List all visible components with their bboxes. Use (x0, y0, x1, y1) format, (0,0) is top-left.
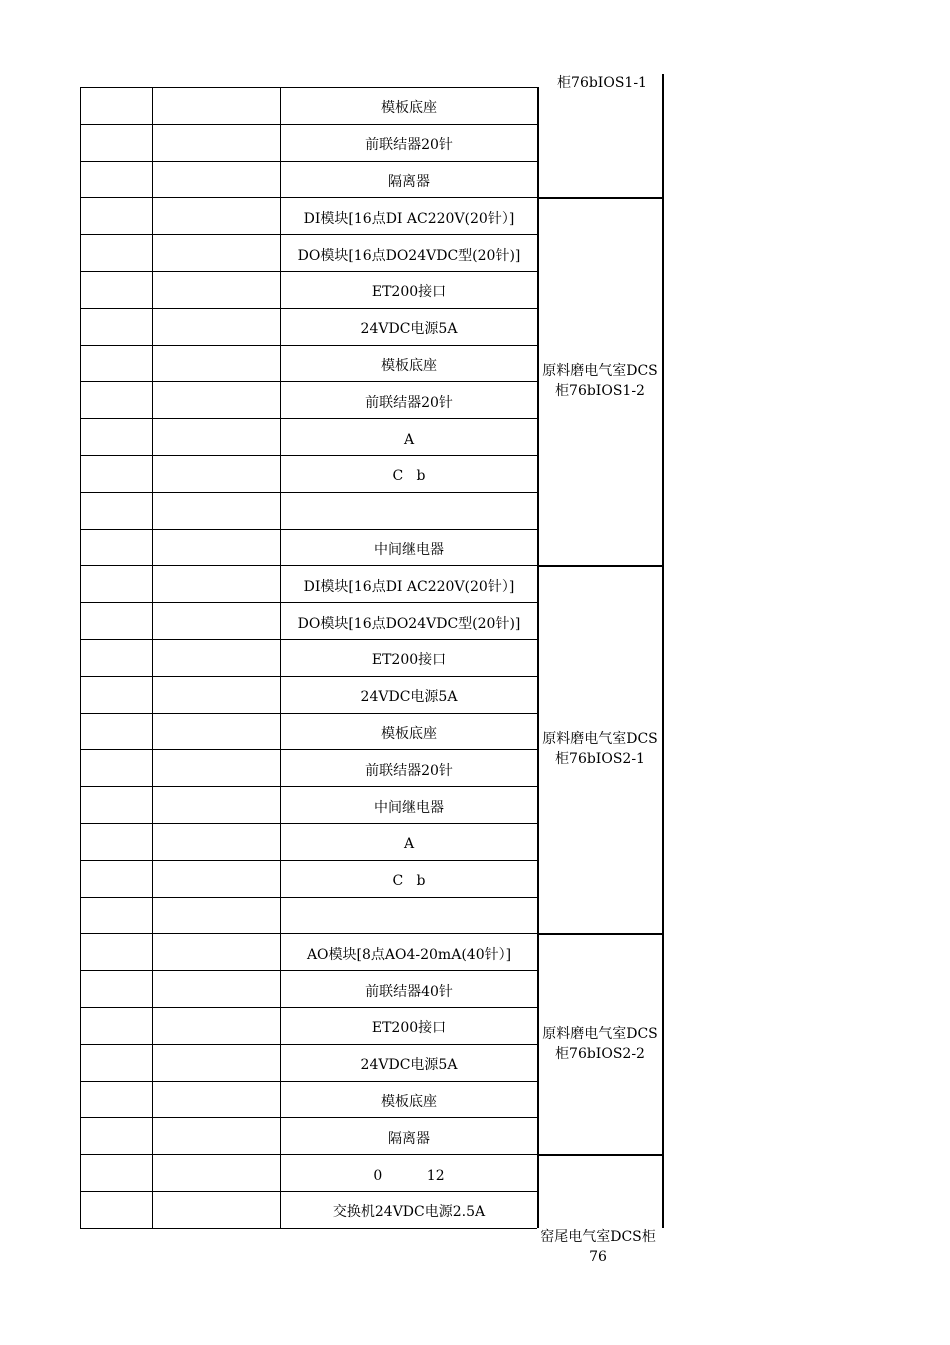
item-name-cell (280, 1191, 537, 1228)
index-cell (80, 345, 152, 382)
spec-cell (152, 1154, 280, 1191)
group-separator (537, 565, 664, 567)
item-name-cell (280, 492, 537, 529)
item-name: 中间继电器 (374, 799, 444, 816)
item-name: DO模块[16点DO24VDC型(20针)] (297, 615, 521, 632)
group-label: 原料磨电气室DCS 柜76bIOS2-2 (542, 1025, 658, 1062)
item-name-cell (280, 161, 537, 198)
item-name-cell (280, 455, 537, 492)
item-name-cell (280, 970, 537, 1007)
item-name-cell (280, 418, 537, 455)
spec-cell (152, 786, 280, 823)
spec-cell (152, 381, 280, 418)
item-name-cell (280, 1154, 537, 1191)
item-name: 模板底座 (381, 357, 437, 374)
item-name-cell (280, 234, 537, 271)
index-cell (80, 713, 152, 750)
item-name: ET200接口 (371, 652, 447, 669)
item-name: AO模块[8点AO4-20mA(40针）] (306, 946, 512, 963)
spec-cell (152, 1044, 280, 1081)
spec-cell (152, 565, 280, 602)
item-name: 24VDC电源5A (360, 1057, 458, 1074)
group-label: 窑尾电气室DCS柜 76 (540, 1229, 656, 1265)
spec-cell (152, 823, 280, 860)
index-cell (80, 1081, 152, 1118)
item-name-cell (280, 381, 537, 418)
spec-cell (152, 418, 280, 455)
item-name-cell (280, 897, 537, 934)
spec-cell (152, 897, 280, 934)
item-name: 中间继电器 (374, 541, 444, 558)
item-name: 隔离器 (388, 173, 430, 190)
item-name-cell (280, 124, 537, 161)
index-cell (80, 418, 152, 455)
spec-cell (152, 271, 280, 308)
item-name-cell (280, 1007, 537, 1044)
item-name-cell (280, 749, 537, 786)
spec-cell (152, 602, 280, 639)
item-name-cell (280, 713, 537, 750)
item-name: DI模块[16点DI AC220V(20针）] (303, 210, 515, 227)
item-name: A (403, 836, 415, 853)
group-separator (537, 1154, 664, 1156)
index-cell (80, 492, 152, 529)
item-name-cell (280, 1044, 537, 1081)
index-cell (80, 1117, 152, 1154)
item-name: 前联结器40针 (365, 983, 453, 1000)
index-cell (80, 933, 152, 970)
item-name-cell (280, 933, 537, 970)
item-name-cell (280, 345, 537, 382)
item-name: 前联结器20针 (365, 762, 453, 779)
spec-cell (152, 455, 280, 492)
item-name-cell (280, 87, 537, 124)
item-name-cell (280, 271, 537, 308)
spec-cell (152, 345, 280, 382)
group-separator (537, 197, 664, 199)
index-cell (80, 897, 152, 934)
item-name-cell (280, 1117, 537, 1154)
item-name-cell (280, 639, 537, 676)
spec-cell (152, 749, 280, 786)
item-name: DI模块[16点DI AC220V(20针）] (303, 578, 515, 595)
item-name-cell (280, 860, 537, 897)
index-cell (80, 1007, 152, 1044)
index-cell (80, 786, 152, 823)
continued-group-label: 柜76bIOS1-1 (557, 75, 647, 91)
spec-cell (152, 529, 280, 566)
index-cell (80, 749, 152, 786)
index-cell (80, 565, 152, 602)
index-cell (80, 1154, 152, 1191)
item-name: A (403, 431, 415, 448)
item-name: 0 12 (373, 1167, 445, 1184)
spec-cell (152, 197, 280, 234)
item-name: ET200接口 (371, 284, 447, 301)
index-cell (80, 823, 152, 860)
spec-cell (152, 860, 280, 897)
item-name-cell (280, 602, 537, 639)
spec-cell (152, 1081, 280, 1118)
index-cell (80, 602, 152, 639)
spec-cell (152, 308, 280, 345)
group-label: 原料磨电气室DCS 柜76bIOS1-2 (542, 363, 658, 400)
item-name: C b (392, 873, 426, 890)
index-cell (80, 197, 152, 234)
spec-cell (152, 713, 280, 750)
item-name: DO模块[16点DO24VDC型(20针)] (297, 247, 521, 264)
group-separator (537, 933, 664, 935)
item-name: C b (392, 468, 426, 485)
spec-cell (152, 1007, 280, 1044)
index-cell (80, 1191, 152, 1228)
item-name: 隔离器 (388, 1130, 430, 1147)
item-name-cell (280, 676, 537, 713)
item-name: 前联结器20针 (365, 394, 453, 411)
item-name: ET200接口 (371, 1020, 447, 1037)
spec-cell (152, 933, 280, 970)
index-cell (80, 455, 152, 492)
item-name: 模板底座 (381, 100, 437, 117)
index-cell (80, 271, 152, 308)
item-name-cell (280, 1081, 537, 1118)
spec-cell (152, 87, 280, 124)
index-cell (80, 970, 152, 1007)
spec-cell (152, 639, 280, 676)
spec-cell (152, 161, 280, 198)
item-name: 前联结器20针 (365, 137, 453, 154)
item-name: 24VDC电源5A (360, 689, 458, 706)
item-name: 24VDC电源5A (360, 321, 458, 338)
index-cell (80, 529, 152, 566)
index-cell (80, 639, 152, 676)
index-cell (80, 676, 152, 713)
item-name-cell (280, 197, 537, 234)
index-cell (80, 1044, 152, 1081)
item-name: 模板底座 (381, 1093, 437, 1110)
item-name-cell (280, 565, 537, 602)
item-name-cell (280, 786, 537, 823)
index-cell (80, 381, 152, 418)
index-cell (80, 308, 152, 345)
index-cell (80, 124, 152, 161)
spec-cell (152, 124, 280, 161)
item-name-cell (280, 823, 537, 860)
spec-cell (152, 970, 280, 1007)
index-cell (80, 161, 152, 198)
index-cell (80, 87, 152, 124)
table-bottom-border (80, 1228, 537, 1230)
spec-cell (152, 234, 280, 271)
group-label: 原料磨电气室DCS 柜76bIOS2-1 (542, 731, 658, 768)
index-cell (80, 860, 152, 897)
item-name-cell (280, 308, 537, 345)
index-cell (80, 234, 152, 271)
spec-cell (152, 1191, 280, 1228)
item-name: 交换机24VDC电源2.5A (332, 1204, 486, 1221)
item-name: 模板底座 (381, 725, 437, 742)
spec-cell (152, 676, 280, 713)
item-name-cell (280, 529, 537, 566)
spec-cell (152, 1117, 280, 1154)
spec-cell (152, 492, 280, 529)
